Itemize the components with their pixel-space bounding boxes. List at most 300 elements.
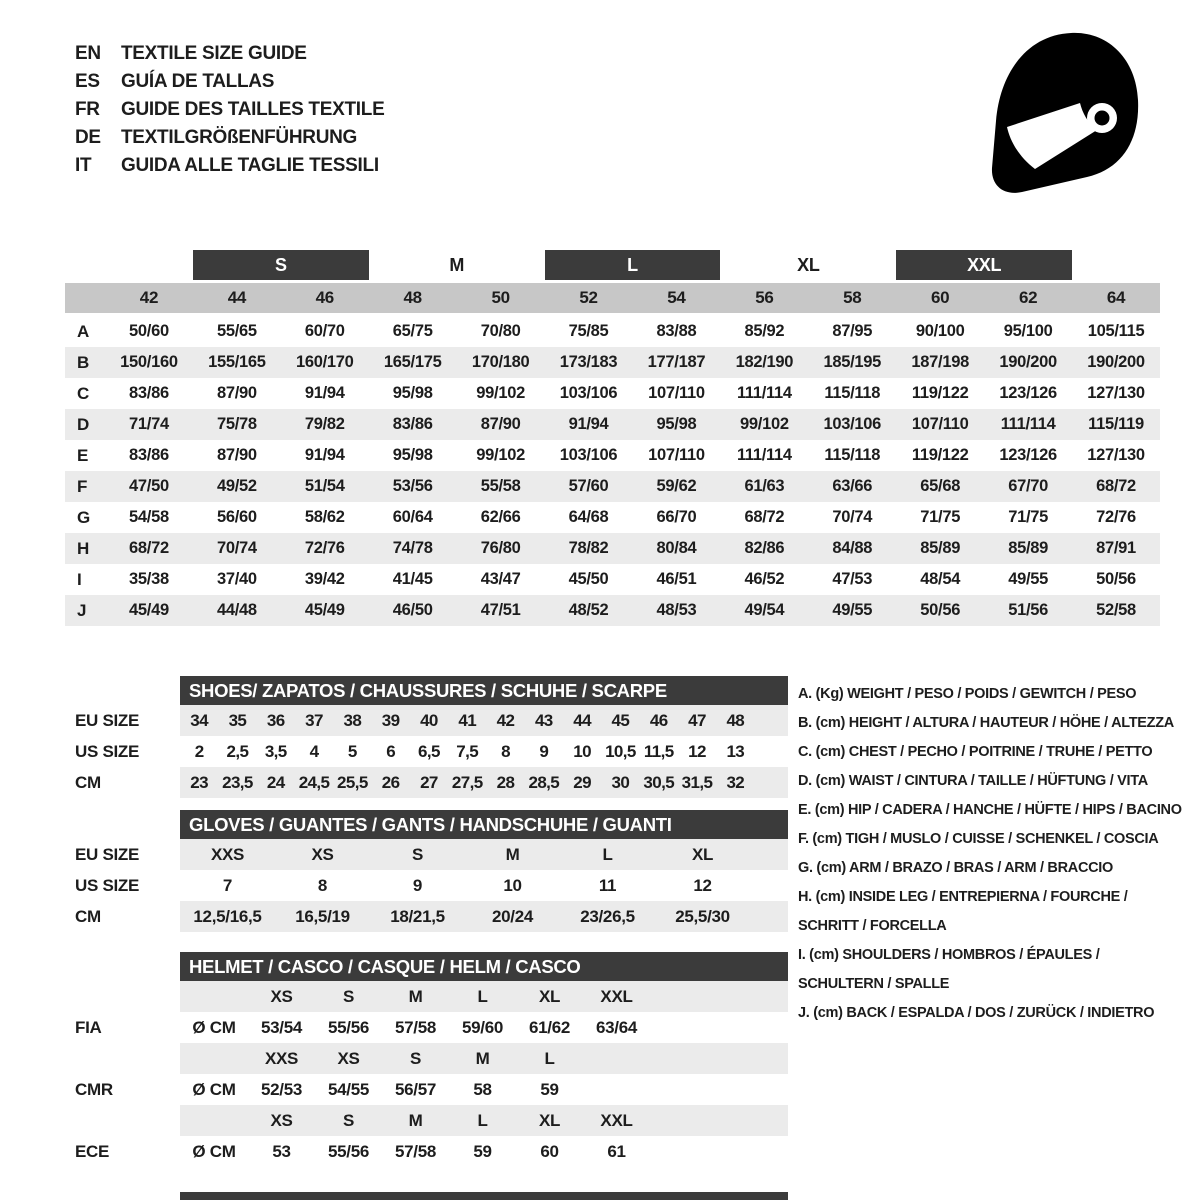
legend-item: F. (cm) TIGH / MUSLO / CUISSE / SCHENKEL / COSCIA bbox=[798, 831, 1159, 847]
language-row bbox=[75, 40, 384, 68]
value-cell: 53 bbox=[272, 1141, 291, 1161]
value-cell: 68/72 bbox=[1096, 477, 1136, 495]
cutoff-header-bar bbox=[180, 1192, 788, 1200]
value-cell: 24 bbox=[266, 772, 285, 792]
helmet-sizes-row-fia bbox=[65, 981, 788, 1012]
value-cell: 177/187 bbox=[647, 353, 706, 371]
value-cell: 74/78 bbox=[392, 539, 433, 557]
value-cell: 83/86 bbox=[392, 415, 433, 433]
row-label: F bbox=[77, 476, 88, 496]
column-header: 54 bbox=[667, 288, 686, 307]
row-label: CMR bbox=[75, 1079, 113, 1099]
value-cell: 75/85 bbox=[568, 322, 609, 340]
textile-row-h bbox=[65, 533, 1160, 564]
shoes-table bbox=[65, 676, 788, 798]
value-cell: 76/80 bbox=[480, 539, 521, 557]
textile-row-b bbox=[65, 347, 1160, 378]
value-cell: 105/115 bbox=[1087, 322, 1145, 340]
value-cell: 95/98 bbox=[392, 446, 433, 464]
value-cell: 26 bbox=[381, 772, 400, 792]
value-cell: 46 bbox=[649, 710, 668, 730]
language-row bbox=[75, 68, 384, 96]
shoes-rows bbox=[65, 705, 788, 798]
value-cell: 58/62 bbox=[304, 508, 345, 526]
value-cell: XS bbox=[311, 844, 334, 864]
value-cell: 47/53 bbox=[832, 570, 873, 588]
value-cell: 60 bbox=[540, 1141, 559, 1161]
value-cell: 99/102 bbox=[476, 384, 525, 402]
value-cell: 70/80 bbox=[480, 322, 521, 340]
value-cell: 59/60 bbox=[461, 1017, 504, 1037]
column-header: 64 bbox=[1106, 288, 1126, 307]
size-cell: L bbox=[477, 1110, 488, 1130]
unit-label: Ø CM bbox=[192, 1017, 236, 1037]
value-cell: 49/52 bbox=[216, 477, 257, 495]
value-cell: 25,5 bbox=[336, 772, 368, 792]
column-header: 42 bbox=[139, 288, 159, 307]
value-cell: 48/54 bbox=[920, 570, 961, 588]
value-cell: 56/60 bbox=[216, 508, 257, 526]
value-cell: 18/21,5 bbox=[390, 906, 445, 926]
value-cell: 51/56 bbox=[1008, 601, 1049, 619]
value-cell: 52/53 bbox=[260, 1079, 303, 1099]
row-label: US SIZE bbox=[75, 875, 140, 895]
value-cell: 32 bbox=[726, 772, 745, 792]
value-cell: 11,5 bbox=[643, 741, 674, 761]
textile-row-j bbox=[65, 595, 1160, 626]
legend-item: C. (cm) CHEST / PECHO / POITRINE / TRUHE / PETTO bbox=[798, 744, 1153, 760]
value-cell: 87/95 bbox=[832, 322, 873, 340]
language-code: EN bbox=[75, 43, 101, 64]
value-cell: 53/54 bbox=[260, 1017, 303, 1037]
value-cell: 127/130 bbox=[1087, 446, 1145, 464]
value-cell: L bbox=[602, 844, 613, 864]
size-band bbox=[180, 981, 788, 1012]
column-header: 58 bbox=[843, 288, 862, 307]
value-cell: 35/38 bbox=[129, 570, 169, 588]
column-header: 56 bbox=[755, 288, 774, 307]
textile-row-a bbox=[65, 316, 1160, 347]
value-cell: 12 bbox=[688, 741, 706, 761]
size-cell: XXL bbox=[600, 1110, 633, 1130]
value-cell: 60/70 bbox=[304, 322, 345, 340]
value-cell: 42 bbox=[496, 710, 515, 730]
textile-column-band bbox=[65, 283, 1160, 313]
value-cell: 123/126 bbox=[999, 446, 1057, 464]
value-cell: 59/62 bbox=[656, 477, 697, 495]
size-row-us-size bbox=[65, 736, 788, 767]
value-cell: 115/118 bbox=[824, 446, 881, 464]
value-cell: 99/102 bbox=[740, 415, 789, 433]
gloves-rows bbox=[65, 839, 788, 932]
textile-row-e bbox=[65, 440, 1160, 471]
value-cell: 7,5 bbox=[456, 741, 479, 761]
value-cell: 90/100 bbox=[915, 322, 965, 340]
unit-spacer bbox=[180, 1105, 248, 1136]
value-cell: 43 bbox=[534, 710, 553, 730]
value-cell: 2 bbox=[194, 741, 204, 761]
value-cell: 45/50 bbox=[568, 570, 609, 588]
value-cell: 83/86 bbox=[129, 384, 169, 402]
value-cell: XL bbox=[691, 844, 714, 864]
value-cell: 68/72 bbox=[744, 508, 785, 526]
value-cell: 10 bbox=[573, 741, 591, 761]
language-row bbox=[75, 96, 384, 124]
value-cell: 57/60 bbox=[568, 477, 609, 495]
value-cell: 119/122 bbox=[911, 384, 969, 402]
value-cell: 71/75 bbox=[920, 508, 961, 526]
column-header: 44 bbox=[227, 288, 247, 307]
row-label: D bbox=[77, 414, 89, 434]
value-cell: 107/110 bbox=[648, 446, 705, 464]
size-row-eu-size bbox=[65, 839, 788, 870]
size-cell: XS bbox=[270, 1110, 293, 1130]
helmet-table-title: HELMET / CASCO / CASQUE / HELM / CASCO bbox=[180, 952, 788, 981]
racing-helmet-icon-svg bbox=[983, 28, 1148, 200]
value-cell: 87/90 bbox=[480, 415, 521, 433]
value-cell: 61/63 bbox=[744, 477, 785, 495]
value-cell: 57/58 bbox=[394, 1141, 437, 1161]
value-cell: 79/82 bbox=[304, 415, 345, 433]
helmet-rows bbox=[65, 981, 788, 1167]
value-cell: 29 bbox=[573, 772, 591, 792]
value-cell: 16,5/19 bbox=[295, 906, 350, 926]
textile-row-f bbox=[65, 471, 1160, 502]
legend-item: I. (cm) SHOULDERS / HOMBROS / ÉPAULES / SCHULTERN / SPALLE bbox=[798, 947, 1100, 992]
legend-item: D. (cm) WAIST / CINTURA / TAILLE / HÜFTUNG / VITA bbox=[798, 773, 1148, 789]
textile-row-d bbox=[65, 409, 1160, 440]
corner-cell bbox=[65, 283, 105, 313]
legend-item: G. (cm) ARM / BRAZO / BRAS / ARM / BRACCIO bbox=[798, 860, 1113, 876]
value-cell: 13 bbox=[726, 741, 745, 761]
column-header: 48 bbox=[403, 288, 422, 307]
value-cell: 46/51 bbox=[656, 570, 697, 588]
textile-size-table bbox=[65, 250, 1160, 626]
size-cell: S bbox=[342, 1110, 355, 1130]
value-band bbox=[180, 901, 788, 932]
value-cell: XXS bbox=[210, 844, 245, 864]
value-cell: 119/122 bbox=[911, 446, 969, 464]
value-cell: 47/51 bbox=[480, 601, 521, 619]
row-label bbox=[65, 1043, 180, 1074]
value-cell: 49/55 bbox=[1008, 570, 1049, 588]
value-cell: 71/74 bbox=[129, 415, 169, 433]
value-cell: 103/106 bbox=[823, 415, 882, 433]
value-cell: 190/200 bbox=[999, 353, 1057, 371]
language-code: FR bbox=[75, 99, 100, 120]
value-cell: 49/55 bbox=[832, 601, 873, 619]
value-cell: 20/24 bbox=[491, 906, 534, 926]
value-cell: 155/165 bbox=[208, 353, 266, 371]
column-header: 46 bbox=[315, 288, 334, 307]
value-cell: 190/200 bbox=[1087, 353, 1145, 371]
column-header: 60 bbox=[931, 288, 950, 307]
value-cell: 185/195 bbox=[823, 353, 882, 371]
value-band bbox=[180, 839, 788, 870]
value-cell: 47/50 bbox=[129, 477, 169, 495]
row-label: EU SIZE bbox=[75, 844, 140, 864]
value-cell: 72/76 bbox=[1096, 508, 1136, 526]
value-cell: 67/70 bbox=[1008, 477, 1049, 495]
value-cell: S bbox=[411, 844, 424, 864]
measure-legend bbox=[798, 680, 1186, 1028]
value-cell: 75/78 bbox=[216, 415, 257, 433]
value-cell: 82/86 bbox=[744, 539, 785, 557]
textile-row-g bbox=[65, 502, 1160, 533]
value-cell: 9 bbox=[539, 741, 549, 761]
value-cell: 65/75 bbox=[392, 322, 433, 340]
helmet-table bbox=[65, 952, 788, 1167]
textile-row-c bbox=[65, 378, 1160, 409]
value-cell: 182/190 bbox=[735, 353, 794, 371]
value-cell: 150/160 bbox=[120, 353, 178, 371]
size-cell: S bbox=[409, 1048, 422, 1068]
value-cell: 115/119 bbox=[1088, 415, 1144, 433]
value-cell: 23/26,5 bbox=[580, 906, 635, 926]
value-cell: 34 bbox=[190, 710, 208, 730]
row-label bbox=[65, 1105, 180, 1136]
row-label: FIA bbox=[75, 1017, 102, 1037]
row-label: EU SIZE bbox=[75, 710, 140, 730]
value-cell: 48/52 bbox=[568, 601, 609, 619]
size-row-us-size bbox=[65, 870, 788, 901]
value-cell: 23 bbox=[190, 772, 208, 792]
language-list bbox=[75, 40, 384, 180]
size-band bbox=[180, 1105, 788, 1136]
value-cell: 61 bbox=[607, 1141, 626, 1161]
value-cell: 44/48 bbox=[216, 601, 257, 619]
value-cell: 83/86 bbox=[129, 446, 169, 464]
column-header: 52 bbox=[579, 288, 598, 307]
value-cell: 52/58 bbox=[1096, 601, 1136, 619]
value-cell: 55/65 bbox=[216, 322, 257, 340]
value-cell: 27,5 bbox=[451, 772, 483, 792]
value-cell: 56/57 bbox=[394, 1079, 437, 1099]
value-cell: 65/68 bbox=[920, 477, 961, 495]
value-cell: 11 bbox=[598, 875, 617, 895]
value-cell: 70/74 bbox=[216, 539, 257, 557]
language-label: TEXTILGRÖßENFÜHRUNG bbox=[121, 127, 358, 148]
legend-item: B. (cm) HEIGHT / ALTURA / HAUTEUR / HÖHE / ALTEZZA bbox=[798, 715, 1174, 731]
row-label: I bbox=[77, 569, 82, 589]
value-band bbox=[180, 1074, 788, 1105]
row-label: E bbox=[77, 445, 89, 465]
value-cell: 12,5/16,5 bbox=[193, 906, 262, 926]
language-label: GUIDE DES TAILLES TEXTILE bbox=[121, 99, 385, 120]
helmet-values-row-fia bbox=[65, 1012, 788, 1043]
helmet-sizes-row-cmr bbox=[65, 1043, 788, 1074]
value-cell: 85/92 bbox=[744, 322, 785, 340]
value-cell: 50/56 bbox=[1096, 570, 1136, 588]
size-group-xl: XL bbox=[797, 254, 820, 275]
value-cell: 37/40 bbox=[216, 570, 257, 588]
size-cell: XXS bbox=[264, 1048, 299, 1068]
textile-row-i bbox=[65, 564, 1160, 595]
value-cell: 38 bbox=[343, 710, 362, 730]
row-label bbox=[65, 981, 180, 1012]
row-label: J bbox=[77, 600, 87, 620]
value-cell: 62/66 bbox=[480, 508, 521, 526]
value-band bbox=[180, 1012, 788, 1043]
value-band bbox=[180, 767, 788, 798]
value-cell: 3,5 bbox=[264, 741, 287, 761]
size-group-l: L bbox=[545, 250, 721, 280]
value-cell: 95/98 bbox=[392, 384, 433, 402]
row-label: C bbox=[77, 383, 89, 403]
size-group-m: M bbox=[449, 254, 465, 275]
value-cell: 103/106 bbox=[559, 446, 618, 464]
value-cell: 91/94 bbox=[304, 446, 345, 464]
value-cell: 45/49 bbox=[129, 601, 169, 619]
row-label: A bbox=[77, 321, 89, 341]
value-cell: 30,5 bbox=[643, 772, 675, 792]
value-cell: 7 bbox=[222, 875, 233, 895]
language-row bbox=[75, 124, 384, 152]
value-cell: 85/89 bbox=[1008, 539, 1049, 557]
language-code: DE bbox=[75, 127, 101, 148]
value-cell: 40 bbox=[420, 710, 438, 730]
legend-item: E. (cm) HIP / CADERA / HANCHE / HÜFTE / HIPS / BACINO bbox=[798, 802, 1182, 818]
value-cell: 27 bbox=[420, 772, 438, 792]
gloves-table bbox=[65, 810, 788, 932]
language-label: TEXTILE SIZE GUIDE bbox=[121, 43, 307, 64]
value-cell: 45 bbox=[611, 710, 630, 730]
value-cell: 63/66 bbox=[832, 477, 873, 495]
legend-item: H. (cm) INSIDE LEG / ENTREPIERNA / FOURCHE / SCHRITT / FORCELLA bbox=[798, 889, 1128, 934]
value-cell: 68/72 bbox=[129, 539, 169, 557]
value-cell: 78/82 bbox=[568, 539, 609, 557]
column-header: 62 bbox=[1018, 288, 1038, 307]
language-row bbox=[75, 152, 384, 180]
value-band bbox=[180, 870, 788, 901]
value-cell: 58 bbox=[473, 1079, 492, 1099]
value-cell: 45/49 bbox=[304, 601, 345, 619]
value-band bbox=[180, 1136, 788, 1167]
size-cell: XL bbox=[538, 1110, 561, 1130]
racing-helmet-icon bbox=[983, 28, 1148, 200]
unit-spacer bbox=[180, 1043, 248, 1074]
value-cell: 25,5/30 bbox=[675, 906, 730, 926]
value-cell: 41/45 bbox=[392, 570, 433, 588]
value-cell: 91/94 bbox=[568, 415, 609, 433]
language-code: ES bbox=[75, 71, 100, 92]
value-cell: 61/62 bbox=[528, 1017, 571, 1037]
value-cell: 44 bbox=[573, 710, 591, 730]
value-cell: 127/130 bbox=[1087, 384, 1145, 402]
value-cell: 95/98 bbox=[656, 415, 697, 433]
value-cell: 48 bbox=[726, 710, 745, 730]
row-label: ECE bbox=[75, 1141, 110, 1161]
value-cell: 187/198 bbox=[911, 353, 969, 371]
legend-item: J. (cm) BACK / ESPALDA / DOS / ZURÜCK / INDIETRO bbox=[798, 1005, 1155, 1021]
value-cell: 111/114 bbox=[736, 384, 792, 402]
value-cell: 4 bbox=[309, 741, 319, 761]
value-cell: 60/64 bbox=[392, 508, 433, 526]
size-cell: XS bbox=[337, 1048, 360, 1068]
value-cell: 99/102 bbox=[476, 446, 525, 464]
value-cell: 46/50 bbox=[392, 601, 433, 619]
value-cell: 59 bbox=[473, 1141, 492, 1161]
value-cell: 50/60 bbox=[129, 322, 169, 340]
value-cell: 87/90 bbox=[216, 384, 257, 402]
value-cell: 59 bbox=[540, 1079, 559, 1099]
value-cell: 2,5 bbox=[226, 741, 249, 761]
size-cell: XL bbox=[538, 986, 561, 1006]
value-cell: 170/180 bbox=[471, 353, 530, 371]
value-cell: 6 bbox=[386, 741, 396, 761]
value-cell: 165/175 bbox=[383, 353, 442, 371]
value-cell: 24,5 bbox=[298, 772, 330, 792]
size-group-s: S bbox=[193, 250, 369, 280]
value-cell: 84/88 bbox=[832, 539, 873, 557]
value-cell: 54/58 bbox=[129, 508, 169, 526]
size-cell: L bbox=[477, 986, 488, 1006]
value-cell: 49/54 bbox=[744, 601, 785, 619]
unit-spacer bbox=[180, 981, 248, 1012]
language-label: GUIDA ALLE TAGLIE TESSILI bbox=[121, 155, 379, 176]
value-cell: 55/58 bbox=[480, 477, 521, 495]
textile-size-header bbox=[65, 250, 1160, 280]
value-cell: 55/56 bbox=[327, 1017, 370, 1037]
helmet-sizes-row-ece bbox=[65, 1105, 788, 1136]
value-cell: 85/89 bbox=[920, 539, 961, 557]
value-cell: 39 bbox=[381, 710, 400, 730]
size-cell: XXL bbox=[600, 986, 633, 1006]
value-cell: 71/75 bbox=[1008, 508, 1049, 526]
value-cell: 53/56 bbox=[392, 477, 433, 495]
size-cell: S bbox=[342, 986, 355, 1006]
value-cell: 91/94 bbox=[304, 384, 345, 402]
value-cell: 111/114 bbox=[1000, 415, 1056, 433]
size-band bbox=[180, 1043, 788, 1074]
helmet-values-row-ece bbox=[65, 1136, 788, 1167]
row-label: CM bbox=[75, 906, 101, 926]
helmet-values-row-cmr bbox=[65, 1074, 788, 1105]
value-cell: 5 bbox=[347, 741, 357, 761]
value-cell: 23,5 bbox=[222, 772, 253, 792]
value-cell: 103/106 bbox=[559, 384, 618, 402]
value-cell: 28 bbox=[496, 772, 515, 792]
value-band bbox=[180, 705, 788, 736]
column-header: 50 bbox=[491, 288, 510, 307]
legend-item: A. (Kg) WEIGHT / PESO / POIDS / GEWITCH / PESO bbox=[798, 686, 1137, 702]
language-code: IT bbox=[75, 155, 92, 176]
size-row-cm bbox=[65, 901, 788, 932]
value-cell: 160/170 bbox=[296, 353, 354, 371]
value-cell: 6,5 bbox=[418, 741, 440, 761]
value-cell: 50/56 bbox=[920, 601, 961, 619]
row-label: US SIZE bbox=[75, 741, 140, 761]
size-cell: L bbox=[544, 1048, 555, 1068]
row-label: CM bbox=[75, 772, 101, 792]
size-row-cm bbox=[65, 767, 788, 798]
size-group-xxl: XXL bbox=[896, 250, 1072, 280]
sub-tables bbox=[65, 676, 788, 1179]
value-cell: 72/76 bbox=[304, 539, 345, 557]
value-cell: 111/114 bbox=[736, 446, 792, 464]
value-band bbox=[180, 736, 788, 767]
value-cell: 54/55 bbox=[327, 1079, 370, 1099]
value-cell: 9 bbox=[412, 875, 423, 895]
value-cell: 66/70 bbox=[656, 508, 697, 526]
value-cell: 83/88 bbox=[656, 322, 697, 340]
value-cell: 8 bbox=[501, 741, 510, 761]
unit-label: Ø CM bbox=[192, 1141, 236, 1161]
value-cell: 55/56 bbox=[327, 1141, 370, 1161]
value-cell: 37 bbox=[305, 710, 323, 730]
value-cell: 36 bbox=[266, 710, 285, 730]
textile-rows bbox=[65, 316, 1160, 626]
